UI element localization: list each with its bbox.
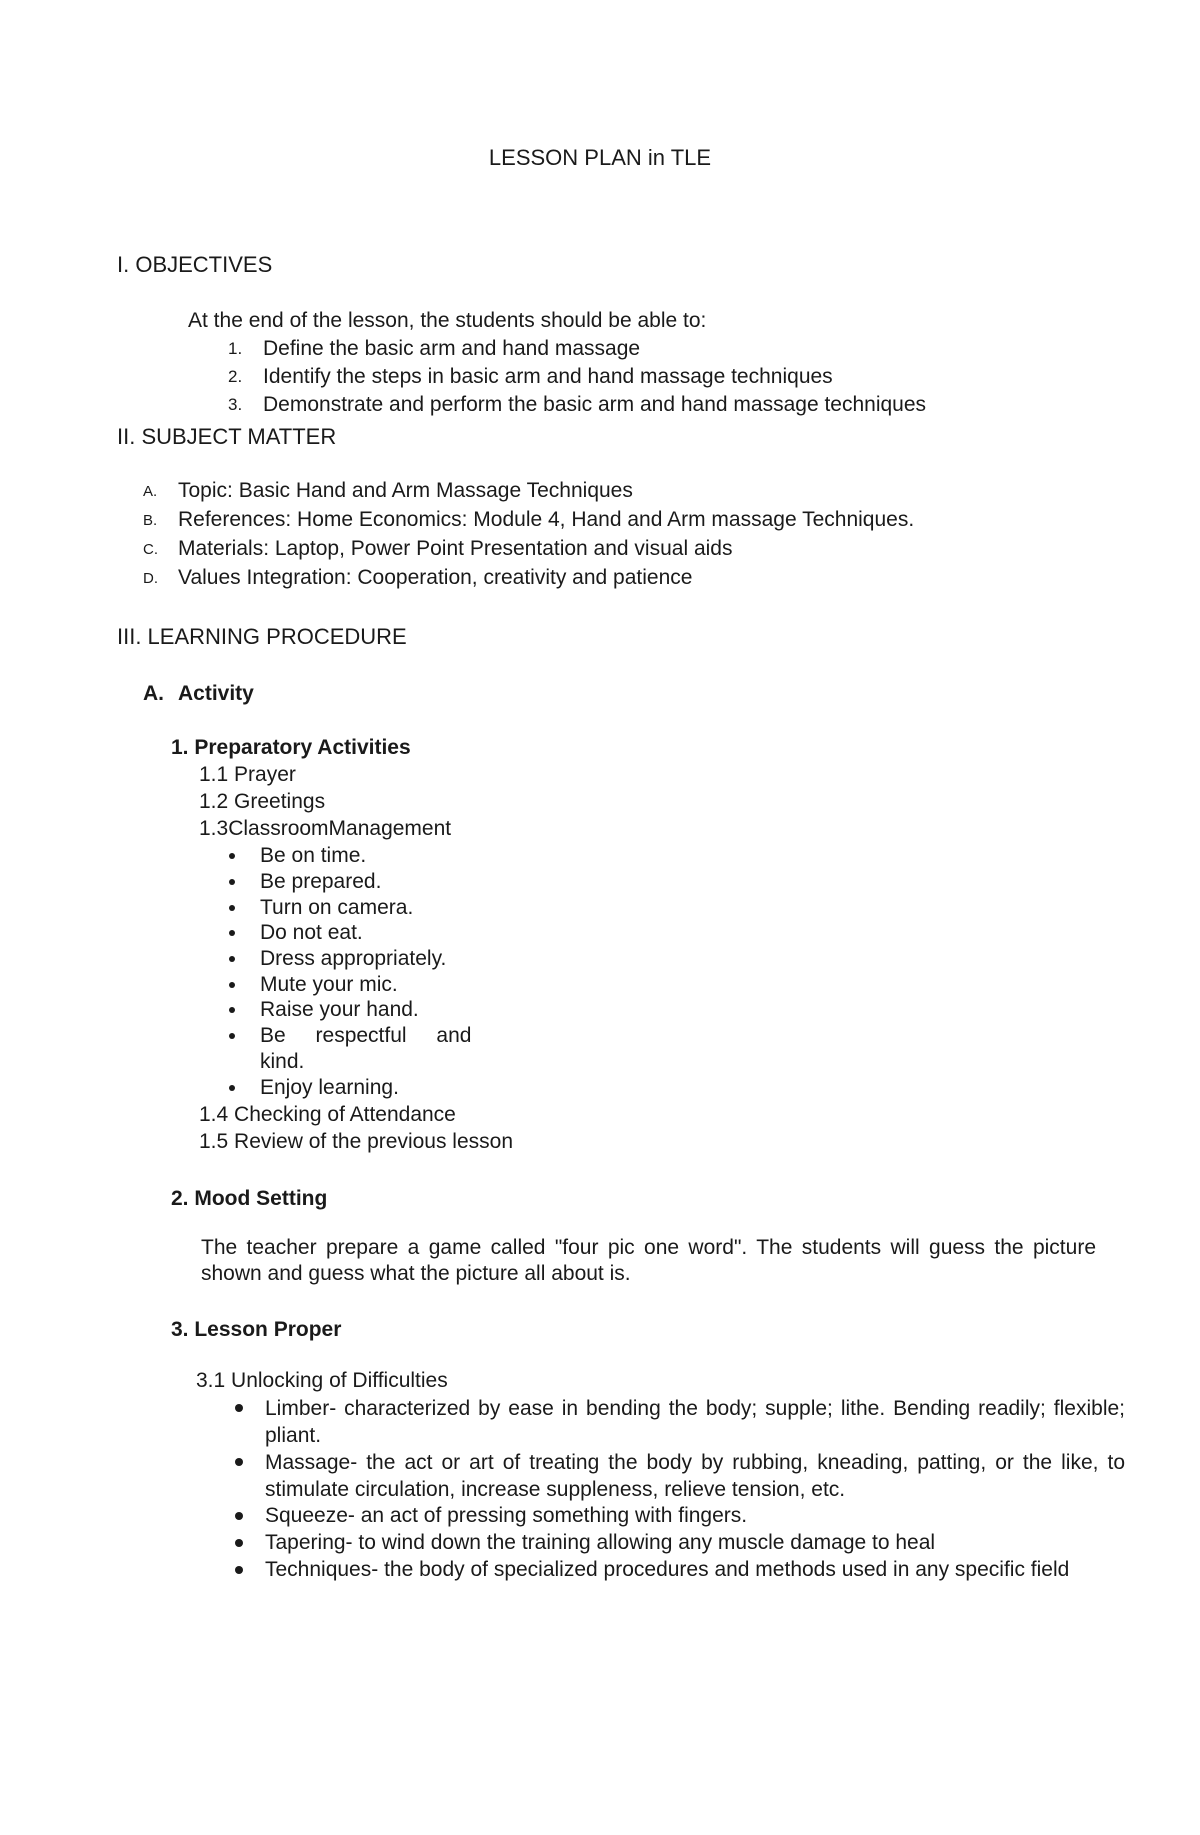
list-letter: A. [143,483,158,500]
mood-setting-text: The teacher prepare a game called "four pic one word". The students will guess the picture shown and guess what the picture all about is. [201,1236,1096,1285]
bullet-icon [229,930,235,936]
list-number: 1. [228,339,243,358]
objective-text: Define the basic arm and hand massage [263,337,641,360]
list-letter: D. [143,570,158,587]
rule-text: Turn on camera. [260,896,414,919]
definition-text: Limber- characterized by ease in bending the body; supple; lithe. Bending readily; flexible; pliant. [265,1397,1125,1447]
bullet-icon [229,879,235,885]
list-letter: A. [143,682,164,705]
rule-text-continued: kind. [260,1050,305,1073]
bullet-icon [229,905,235,911]
bullet-icon [229,1033,235,1039]
bullet-icon [229,956,235,962]
list-number: 2. [228,367,243,386]
activity-heading [143,681,254,706]
activity-label: Activity [178,682,254,705]
objectives-heading: I. OBJECTIVES [117,252,273,277]
rule-text: Enjoy learning. [260,1076,399,1099]
bullet-icon [229,1007,235,1013]
rule-text: Do not eat. [260,921,363,944]
page-title: LESSON PLAN in TLE [488,145,712,170]
bullet-icon [235,1566,243,1574]
unlocking-difficulties-heading: 3.1 Unlocking of Difficulties [196,1369,448,1392]
definition-text: Techniques- the body of specialized procedures and methods used in any specific field [265,1558,1070,1581]
rule-text: Dress appropriately. [260,947,447,970]
bullet-icon [235,1512,243,1520]
list-letter: B. [143,512,158,529]
preparatory-activities-heading: 1. Preparatory Activities [171,736,411,759]
definition-text: Squeeze- an act of pressing something with fingers. [265,1504,748,1527]
subject-text: References: Home Economics: Module 4, Hand and Arm massage Techniques. [178,508,915,531]
learning-procedure-heading: III. LEARNING PROCEDURE [117,624,407,649]
rule-text: Be on time. [260,844,367,867]
rule-text: Be prepared. [260,870,382,893]
bullet-icon [235,1404,243,1412]
rule-text: Be respectful and [260,1024,472,1047]
subject-text: Materials: Laptop, Power Point Presentation and visual aids [178,537,733,560]
objective-text: Identify the steps in basic arm and hand massage techniques [263,365,833,388]
bullet-icon [229,1085,235,1091]
objective-text: Demonstrate and perform the basic arm and hand massage techniques [263,393,927,416]
bullet-icon [235,1539,243,1547]
rule-text: Mute your mic. [260,973,398,996]
lesson-proper-heading: 3. Lesson Proper [171,1318,342,1341]
mood-setting-heading: 2. Mood Setting [171,1187,328,1210]
list-letter: C. [143,541,158,558]
bullet-icon [229,982,235,988]
preparatory-item: 1.4 Checking of Attendance [199,1103,456,1126]
definition-text: Tapering- to wind down the training allowing any muscle damage to heal [265,1531,936,1554]
definition-text: Massage- the act or art of treating the body by rubbing, kneading, patting, or the like, to stimulate circulation, increase suppleness, relieve tension, etc. [265,1451,1125,1501]
bullet-icon [229,853,235,859]
preparatory-item: 1.3ClassroomManagement [199,817,452,840]
preparatory-item: 1.5 Review of the previous lesson [199,1130,514,1153]
preparatory-item: 1.2 Greetings [199,790,326,813]
bullet-icon [235,1458,243,1466]
preparatory-item: 1.1 Prayer [199,763,296,786]
subject-matter-heading: II. SUBJECT MATTER [117,424,337,449]
list-number: 3. [228,395,243,414]
subject-text: Topic: Basic Hand and Arm Massage Techniques [178,479,633,502]
objectives-intro: At the end of the lesson, the students should be able to: [188,309,707,332]
rule-text: Raise your hand. [260,998,419,1021]
subject-text: Values Integration: Cooperation, creativity and patience [178,566,693,589]
